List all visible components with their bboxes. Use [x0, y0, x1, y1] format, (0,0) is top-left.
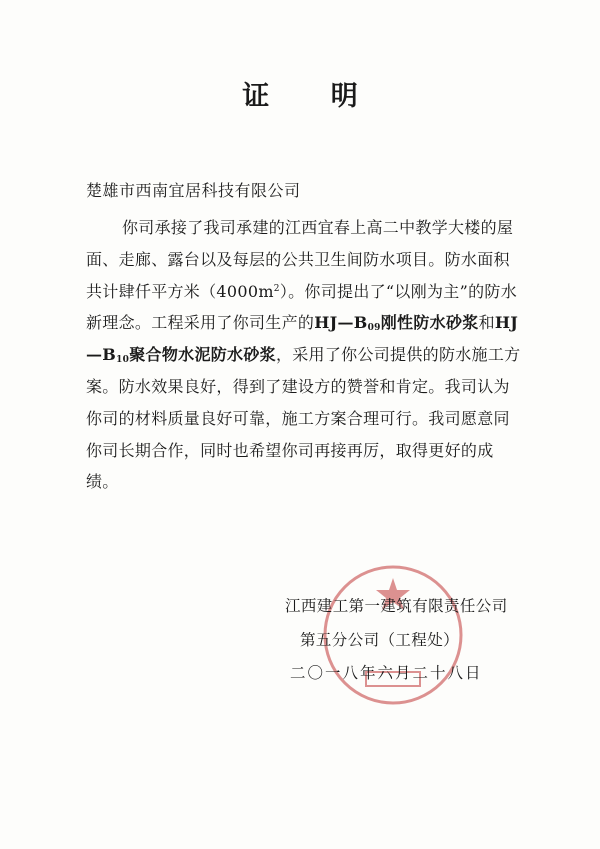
product-1-subscript: 09	[367, 323, 381, 334]
product-2-label: 聚合物水泥防水砂浆	[129, 345, 276, 365]
area-unit-superscript: 2	[273, 283, 280, 294]
product-1-code: HJ—B	[314, 313, 368, 333]
signature-date: 二〇一八年六月二十八日	[290, 664, 483, 682]
body-part-1: 你司承接了我司承建的江西宜春上高二中教学大楼的屋面、走廊、露台以及每层的公共卫生间防水项目。防水面积共计肆仟平方米（4000m	[86, 218, 514, 301]
body-part-2: ）。你司提出了“以刚为主”的防水新理念。工程采用了你司生产的	[86, 281, 517, 333]
product-2-subscript: 10	[116, 355, 130, 366]
product-1-name	[314, 313, 478, 332]
product-1-label: 刚性防水砂浆	[380, 313, 479, 333]
signature-company: 江西建工第一建筑有限责任公司	[285, 597, 508, 615]
product-2-code: HJ—B	[86, 313, 519, 365]
body-paragraph	[86, 212, 526, 498]
conjunction-and: 和	[478, 313, 495, 333]
signature-branch: 第五分公司（工程处）	[300, 631, 460, 649]
body-part-3: ，采用了你公司提供的防水施工方案。防水效果良好，得到了建设方的赞誉和肯定。我司认为你司的材料质量良好可靠，施工方案合理可行。我司愿意同你司长期合作，同时也希望你司再接再厉，取得更好的成绩。	[86, 345, 521, 492]
document-title: 证 明	[242, 81, 384, 112]
recipient-company: 楚雄市西南宜居科技有限公司	[86, 181, 301, 200]
